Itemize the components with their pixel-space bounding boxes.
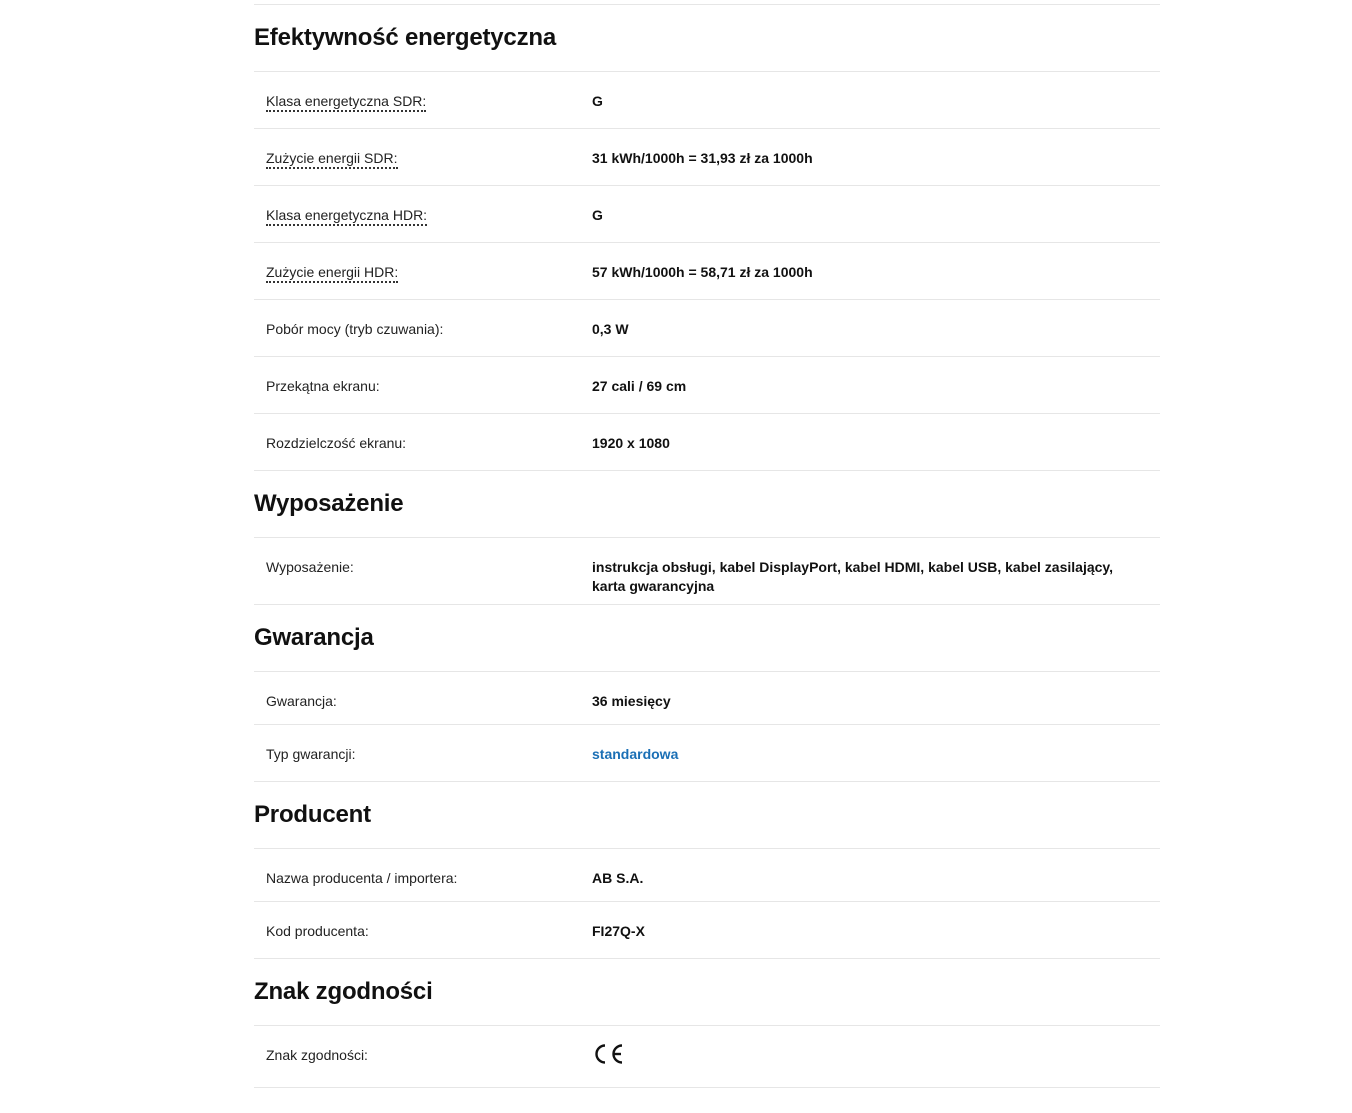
spec-label[interactable] xyxy=(254,263,592,282)
spec-value: G xyxy=(592,93,603,109)
spec-row xyxy=(254,538,1160,605)
spec-label: Typ gwarancji: xyxy=(266,746,356,762)
spec-label: Rozdzielczość ekranu: xyxy=(266,435,407,451)
spec-value: 31 kWh/1000h = 31,93 zł za 1000h xyxy=(592,150,813,166)
spec-value: AB S.A. xyxy=(592,870,644,886)
section-heading-conformity: Znak zgodności xyxy=(254,959,1160,1026)
spec-row xyxy=(254,186,1160,243)
warranty-type-link[interactable]: standardowa xyxy=(592,746,679,762)
tooltip-label[interactable]: Zużycie energii HDR: xyxy=(266,264,398,283)
spec-value: G xyxy=(592,207,603,223)
tooltip-label[interactable]: Klasa energetyczna SDR: xyxy=(266,93,426,112)
spec-value: 1920 x 1080 xyxy=(592,435,670,451)
spec-value: 27 cali / 69 cm xyxy=(592,378,687,394)
spec-row xyxy=(254,72,1160,129)
spec-label: Kod producenta: xyxy=(266,923,369,939)
spec-value: FI27Q-X xyxy=(592,923,645,939)
spec-label: Wyposażenie: xyxy=(266,559,354,575)
tooltip-label[interactable]: Klasa energetyczna HDR: xyxy=(266,207,427,226)
section-heading-warranty: Gwarancja xyxy=(254,605,1160,672)
spec-row xyxy=(254,300,1160,357)
spec-row xyxy=(254,672,1160,725)
spec-label: Znak zgodności: xyxy=(266,1047,368,1063)
spec-label[interactable] xyxy=(254,149,592,168)
spec-row xyxy=(254,902,1160,959)
section-heading-energy: Efektywność energetyczna xyxy=(254,5,1160,72)
spec-value xyxy=(592,1046,1160,1071)
specifications-table xyxy=(254,4,1160,1088)
spec-row xyxy=(254,1026,1160,1088)
spec-label: Przekątna ekranu: xyxy=(266,378,380,394)
spec-label[interactable] xyxy=(254,206,592,225)
spec-row xyxy=(254,129,1160,186)
section-heading-equipment: Wyposażenie xyxy=(254,471,1160,538)
spec-value: 57 kWh/1000h = 58,71 zł za 1000h xyxy=(592,264,813,280)
spec-row xyxy=(254,725,1160,782)
spec-row xyxy=(254,849,1160,902)
spec-label: Nazwa producenta / importera: xyxy=(266,870,458,886)
spec-value: 36 miesięcy xyxy=(592,693,671,709)
spec-label: Pobór mocy (tryb czuwania): xyxy=(266,321,444,337)
section-heading-producer: Producent xyxy=(254,782,1160,849)
ce-mark-icon xyxy=(592,1042,624,1071)
spec-value: instrukcja obsługi, kabel DisplayPort, kabel HDMI, kabel USB, kabel zasilający, karta gwarancyjna xyxy=(592,559,1114,594)
spec-row xyxy=(254,414,1160,471)
spec-value: 0,3 W xyxy=(592,321,629,337)
tooltip-label[interactable]: Zużycie energii SDR: xyxy=(266,150,398,169)
spec-label: Gwarancja: xyxy=(266,693,337,709)
spec-label[interactable] xyxy=(254,92,592,111)
spec-row xyxy=(254,357,1160,414)
spec-row xyxy=(254,243,1160,300)
